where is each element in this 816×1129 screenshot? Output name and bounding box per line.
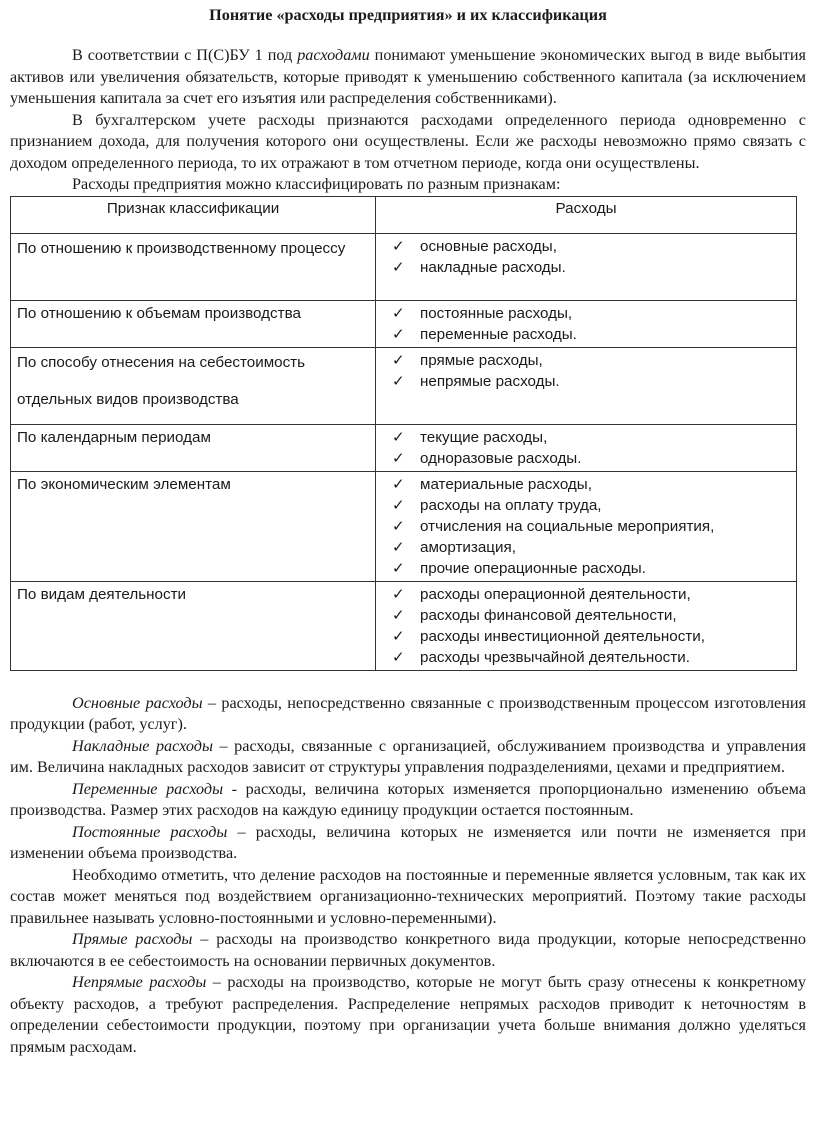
criterion-label: По отношению к объемам производства [17, 304, 301, 322]
row-criterion [11, 581, 376, 670]
definition-text: – расходы, величина которых не изменяется или почти не изменяется при изменении объема производства. [10, 822, 807, 862]
row-criterion [11, 471, 376, 581]
criterion-label: По календарным периодам [17, 428, 211, 446]
list-item [388, 584, 790, 605]
definitions-section [10, 693, 806, 1059]
classification-table [10, 196, 797, 671]
table-row [11, 581, 797, 670]
expense-item-label: расходы финансовой деятельности, [420, 606, 677, 624]
checkmark-icon: ✓ [392, 517, 405, 535]
definition-term: Непрямые расходы [72, 973, 207, 991]
definition-term: Накладные расходы [72, 736, 213, 755]
definition-term: Постоянные расходы [72, 822, 228, 841]
row-criterion [11, 347, 376, 424]
table-row [11, 233, 797, 300]
criterion-label: По видам деятельности [17, 585, 187, 603]
row-expenses [376, 347, 797, 424]
definition-text: – расходы, непосредственно связанные с производственным процессом изготовления продукции (работ, услуг). [10, 693, 806, 733]
intro-paragraph-3: Расходы предприятия можно классифицировать по разным признакам: [72, 175, 561, 193]
list-item [388, 427, 790, 448]
criterion-label: По отношению к производственному процессу [17, 239, 346, 257]
expense-item-label: основные расходы, [420, 237, 557, 255]
expense-item-label: отчисления на социальные мероприятия, [420, 517, 715, 535]
row-expenses [376, 581, 797, 670]
row-expenses [376, 471, 797, 581]
intro-paragraph-1 [10, 45, 806, 110]
definition-paragraph [10, 736, 806, 779]
row-expenses [376, 233, 797, 300]
definition-paragraph [10, 865, 806, 930]
list-item [388, 605, 790, 626]
list-item [388, 495, 790, 516]
table-row [11, 471, 797, 581]
row-expenses [376, 424, 797, 471]
list-item [388, 324, 790, 345]
expense-list [388, 303, 790, 345]
list-item [388, 303, 790, 324]
definition-text: – расходы на производство, которые не могут быть сразу отнесены к конкретному объекту расходов, а требуют распределения. Распределение непрямых расходов приводит к неточностям в определении себестоимости продукции, поэтому при организации учета больше внимания должно уделяться прямым расходам. [10, 973, 806, 1056]
checkmark-icon: ✓ [392, 372, 405, 390]
list-item [388, 448, 790, 469]
expense-item-label: текущие расходы, [420, 428, 548, 446]
table-row [11, 300, 797, 347]
definition-paragraph [10, 693, 806, 736]
checkmark-icon: ✓ [392, 496, 405, 514]
definition-text: - расходы, величина которых изменяется пропорционально изменению объема производства. Размер этих расходов на каждую единицу продукции остается постоянным. [10, 779, 806, 819]
list-item [388, 236, 790, 257]
checkmark-icon: ✓ [392, 559, 405, 577]
list-item [388, 647, 790, 668]
row-criterion [11, 424, 376, 471]
expense-item-label: прочие операционные расходы. [420, 559, 646, 577]
expense-item-label: постоянные расходы, [420, 304, 573, 322]
definition-term: Прямые расходы [72, 930, 193, 948]
definition-text: – расходы, связанные с организацией, обслуживанием производства и управления им. Величина накладных расходов зависит от структуры управления подразделениями, цехами и предприятием. [10, 736, 806, 776]
list-item [388, 626, 790, 647]
expense-item-label: материальные расходы, [420, 475, 592, 493]
checkmark-icon: ✓ [392, 351, 405, 369]
expense-item-label: переменные расходы. [420, 325, 577, 343]
checkmark-icon: ✓ [392, 627, 405, 645]
document-page [10, 0, 806, 1058]
expense-list [388, 474, 790, 579]
table-row [11, 347, 797, 424]
table-header-row [11, 196, 797, 233]
expense-item-label: амортизация, [420, 538, 516, 556]
expense-list [388, 427, 790, 469]
expense-list [388, 350, 790, 392]
checkmark-icon: ✓ [392, 428, 405, 446]
expense-item-label: одноразовые расходы. [420, 449, 582, 467]
header-expenses: Расходы [376, 196, 797, 233]
intro-text: В соответствии с П(С)БУ 1 под [72, 46, 298, 64]
definition-text: Необходимо отметить, что деление расходов на постоянные и переменные является условным, так как их состав может меняться под воздействием организационно-технических мероприятий. Поэтому такие расходы правильнее называть условно-постоянными и условно-переменными). [10, 865, 806, 927]
checkmark-icon: ✓ [392, 648, 405, 666]
list-item [388, 516, 790, 537]
expense-item-label: расходы инвестиционной деятельности, [420, 627, 705, 645]
document-title: Понятие «расходы предприятия» и их классификация [209, 6, 607, 24]
checkmark-icon: ✓ [392, 449, 405, 467]
checkmark-icon: ✓ [392, 538, 405, 556]
expense-item-label: расходы чрезвычайной деятельности. [420, 648, 690, 666]
expense-item-label: расходы операционной деятельности, [420, 585, 691, 603]
definition-paragraph [10, 779, 806, 822]
expense-item-label: расходы на оплату труда, [420, 496, 602, 514]
intro-term: расходами [297, 46, 370, 64]
expense-list [388, 236, 790, 278]
list-item [388, 537, 790, 558]
intro-paragraph-2: В бухгалтерском учете расходы признаются расходами определенного периода одновременно с признанием дохода, для получения которого они осуществлены. Если же расходы невозможно прямо связать с доходом определенного периода, то их отражают в том отчетном периоде, когда они осуществлены. [10, 110, 806, 172]
checkmark-icon: ✓ [392, 258, 405, 276]
checkmark-icon: ✓ [392, 325, 405, 343]
intro-text: понимают уменьшение экономических выгод в виде выбытия активов или увеличения обязательств, которые приводят к уменьшению собственного капитала (за исключением уменьшения капитала за счет его изъятия или распределения собственниками). [10, 46, 806, 107]
definition-term: Переменные расходы [72, 779, 224, 798]
checkmark-icon: ✓ [392, 475, 405, 493]
definition-term: Основные расходы [72, 693, 203, 712]
expense-item-label: прямые расходы, [420, 351, 543, 369]
checkmark-icon: ✓ [392, 304, 405, 322]
expense-list [388, 584, 790, 668]
list-item [388, 257, 790, 278]
row-criterion [11, 233, 376, 300]
definition-text: – расходы на производство конкретного вида продукции, которые непосредственно включаются в ее себестоимость на основании первичных документов. [10, 930, 807, 970]
list-item [388, 350, 790, 371]
checkmark-icon: ✓ [392, 237, 405, 255]
criterion-label: По способу отнесения на себестоимость отдельных видов производства [17, 353, 306, 408]
definition-paragraph [10, 822, 806, 865]
header-criterion: Признак классификации [11, 196, 376, 233]
checkmark-icon: ✓ [392, 606, 405, 624]
definition-paragraph [10, 929, 806, 972]
list-item [388, 474, 790, 495]
list-item [388, 371, 790, 392]
criterion-label: По экономическим элементам [17, 475, 231, 493]
list-item [388, 558, 790, 579]
row-criterion [11, 300, 376, 347]
table-row [11, 424, 797, 471]
row-expenses [376, 300, 797, 347]
expense-item-label: непрямые расходы. [420, 372, 560, 390]
expense-item-label: накладные расходы. [420, 258, 566, 276]
checkmark-icon: ✓ [392, 585, 405, 603]
definition-paragraph [10, 972, 806, 1058]
